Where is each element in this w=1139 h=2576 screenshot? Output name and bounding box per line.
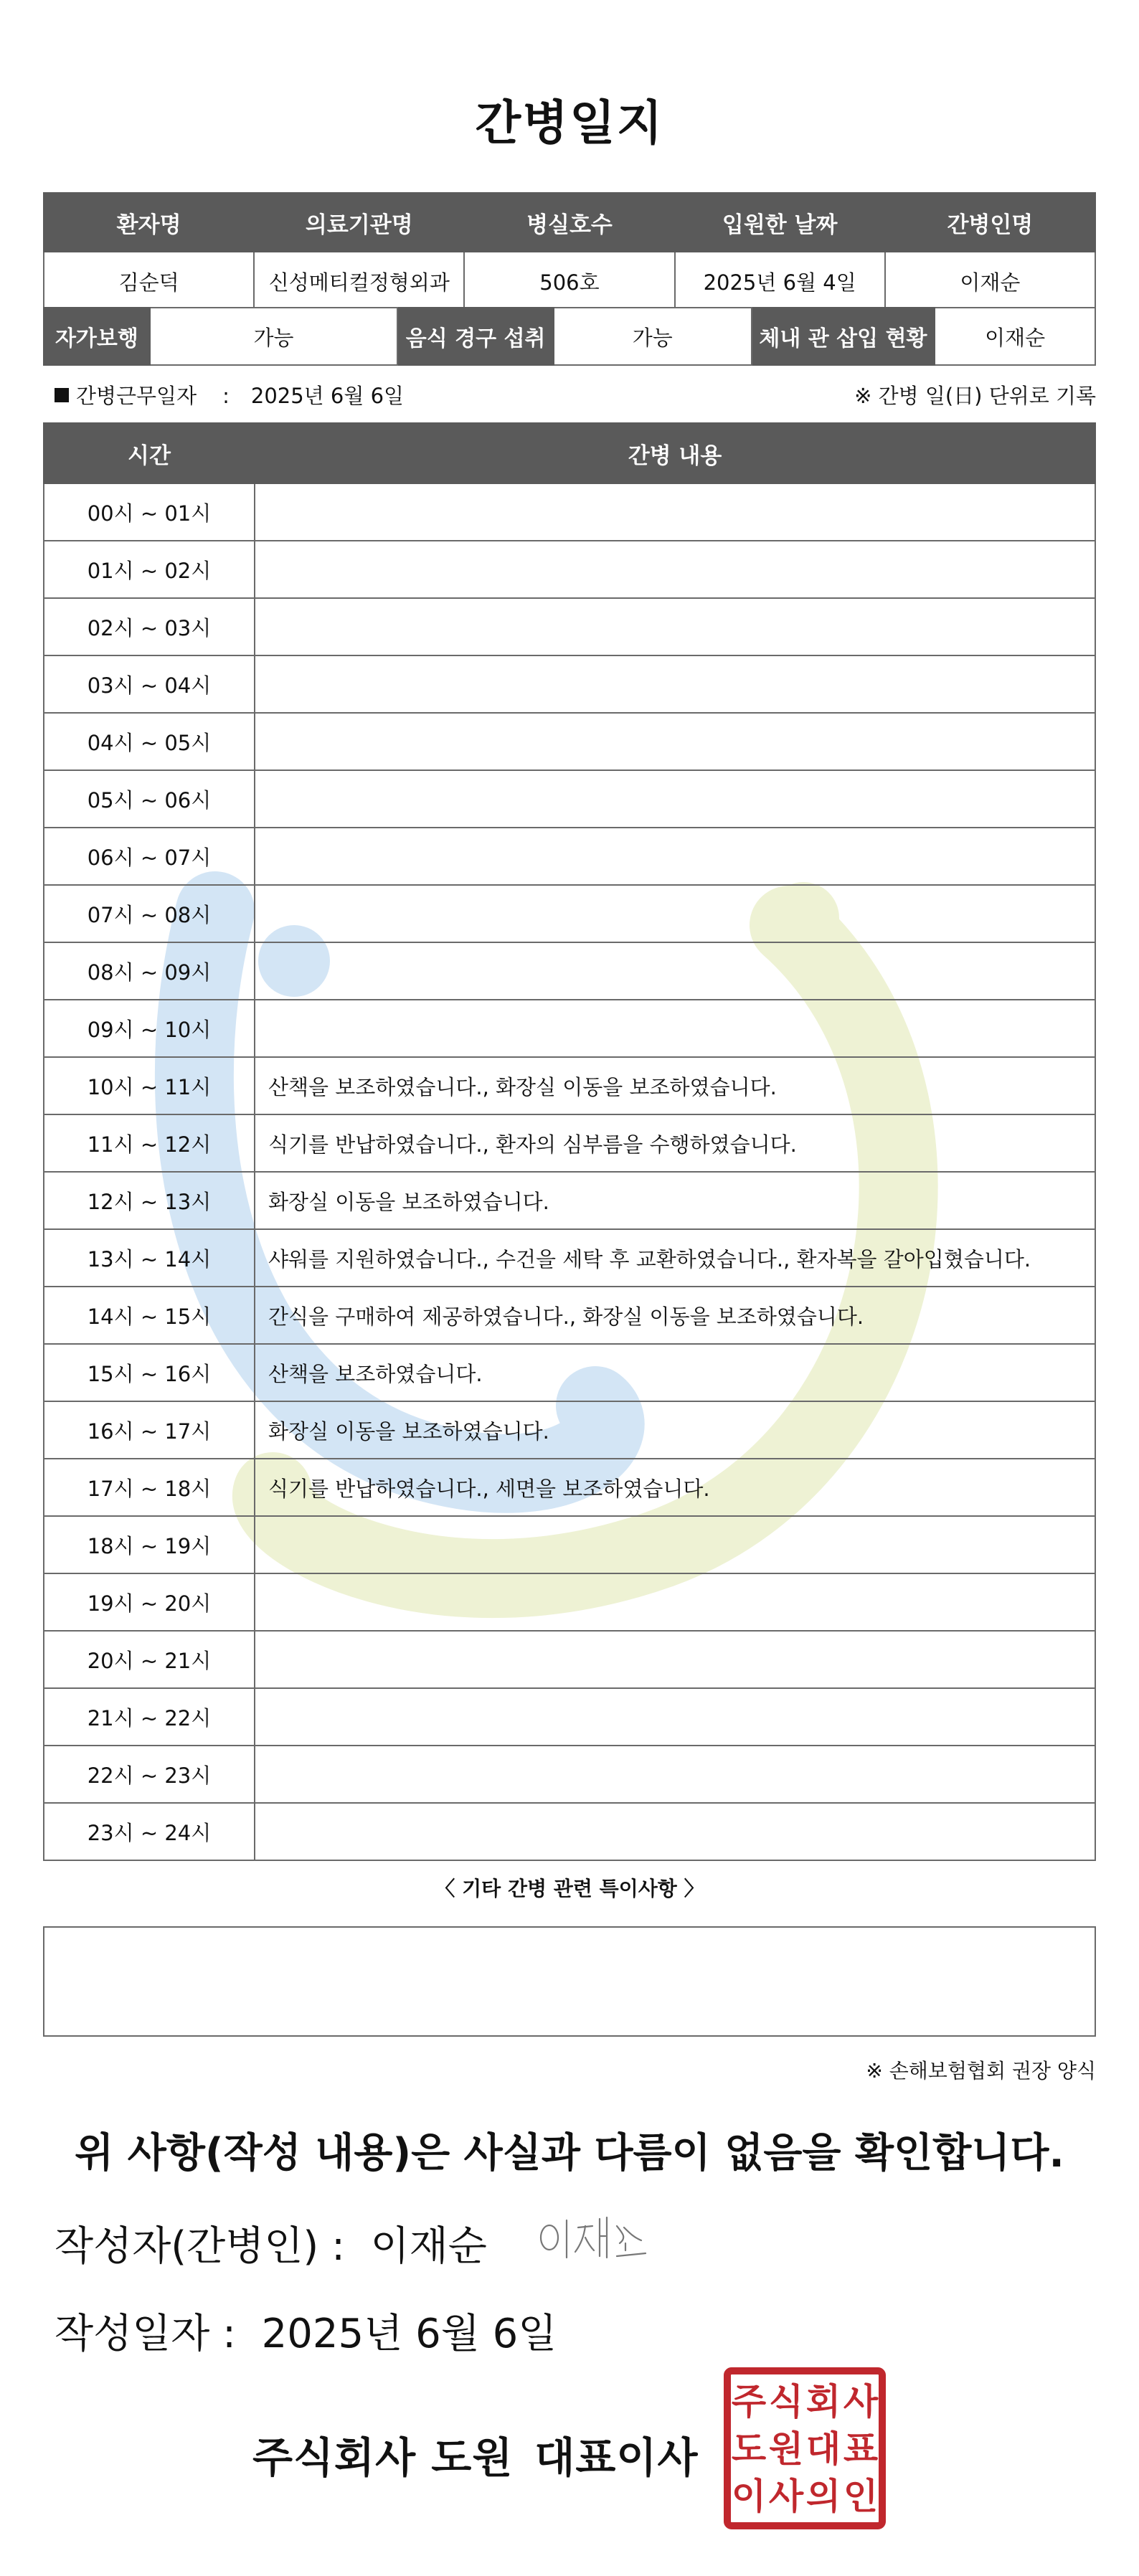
care-content-cell: [255, 541, 1095, 598]
patient-info-table: [43, 192, 1096, 311]
work-date-colon: :: [222, 384, 230, 408]
content-column-header: 간병 내용: [255, 423, 1095, 483]
care-log-row: [44, 1803, 1095, 1860]
seal-character: 이: [731, 2476, 767, 2517]
extra-notes-title: 〈 기타 간병 관련 특이사항 〉: [435, 1877, 704, 1900]
caregiver-name-value: 이재순: [885, 252, 1095, 311]
care-content-cell: [255, 483, 1095, 541]
care-log-row: [44, 1000, 1095, 1057]
self-walk-value: 가능: [150, 308, 398, 365]
time-slot-cell: 13시 ~ 14시: [44, 1229, 255, 1287]
time-slot-cell: 10시 ~ 11시: [44, 1057, 255, 1114]
time-slot-cell: 01시 ~ 02시: [44, 541, 255, 598]
time-slot-cell: 20시 ~ 21시: [44, 1631, 255, 1688]
oral-intake-value: 가능: [554, 308, 752, 365]
care-log-row: [44, 1172, 1095, 1229]
work-date-label: 간병근무일자: [76, 384, 197, 408]
care-content-cell: [255, 1000, 1095, 1057]
care-log-row: [44, 483, 1095, 541]
care-content-cell: [255, 885, 1095, 942]
time-slot-cell: 06시 ~ 07시: [44, 828, 255, 885]
seal-character: 주: [731, 2381, 767, 2423]
care-content-cell: [255, 942, 1095, 1000]
seal-character: 인: [843, 2476, 879, 2517]
time-slot-cell: 18시 ~ 19시: [44, 1516, 255, 1573]
care-content-cell: [255, 655, 1095, 713]
time-column-header: 시간: [44, 423, 255, 483]
writer-label: 작성자(간병인) :: [55, 2223, 345, 2270]
time-slot-cell: 17시 ~ 18시: [44, 1459, 255, 1516]
care-content-cell: 화장실 이동을 보조하였습니다.: [255, 1172, 1095, 1229]
tube-status-label: 체내 관 삽입 현황: [752, 308, 935, 365]
care-log-row: [44, 1287, 1095, 1344]
care-log-row: [44, 655, 1095, 713]
care-log-row: [44, 1573, 1095, 1631]
seal-character: 의: [805, 2476, 841, 2517]
time-slot-cell: 04시 ~ 05시: [44, 713, 255, 770]
care-log-row: [44, 828, 1095, 885]
time-slot-cell: 02시 ~ 03시: [44, 598, 255, 655]
page-title: 간병일지: [475, 95, 664, 151]
care-content-cell: [255, 713, 1095, 770]
hospital-name-value: 신성메티컬정형외과: [254, 252, 464, 311]
seal-character: 사: [843, 2381, 879, 2423]
care-log-row: [44, 713, 1095, 770]
company-seal: [723, 2367, 887, 2530]
care-log-row: [44, 942, 1095, 1000]
time-slot-cell: 19시 ~ 20시: [44, 1573, 255, 1631]
care-log-row: [44, 885, 1095, 942]
care-log-body: [44, 483, 1095, 1860]
self-walk-label: 자가보행: [44, 308, 150, 365]
care-content-cell: [255, 1516, 1095, 1573]
care-content-cell: [255, 1746, 1095, 1803]
company-name: 주식회사 도원: [252, 2433, 514, 2482]
care-content-cell: 산책을 보조하였습니다.: [255, 1344, 1095, 1401]
care-content-cell: [255, 1688, 1095, 1746]
patient-name-header: 환자명: [44, 193, 254, 252]
care-content-cell: 식기를 반납하였습니다., 환자의 심부름을 수행하였습니다.: [255, 1114, 1095, 1172]
written-date-line: [55, 2302, 557, 2359]
care-log-row: [44, 770, 1095, 828]
room-number-value: 506호: [464, 252, 674, 311]
care-log-row: [44, 541, 1095, 598]
time-slot-cell: 11시 ~ 12시: [44, 1114, 255, 1172]
writer-line: [55, 2215, 487, 2272]
work-date: [55, 380, 404, 409]
time-slot-cell: 12시 ~ 13시: [44, 1172, 255, 1229]
care-content-cell: 간식을 구매하여 제공하였습니다., 화장실 이동을 보조하였습니다.: [255, 1287, 1095, 1344]
care-log-row: [44, 598, 1095, 655]
status-info-row: [44, 308, 1095, 365]
time-slot-cell: 03시 ~ 04시: [44, 655, 255, 713]
tube-status-value: 이재순: [935, 308, 1095, 365]
care-content-cell: [255, 1803, 1095, 1860]
time-slot-cell: 09시 ~ 10시: [44, 1000, 255, 1057]
time-slot-cell: 22시 ~ 23시: [44, 1746, 255, 1803]
care-log-row: [44, 1688, 1095, 1746]
care-log-row: [44, 1401, 1095, 1459]
record-unit-note: ※ 간병 일(日) 단위로 기록: [854, 384, 1096, 408]
seal-character: 대: [805, 2428, 841, 2470]
handwritten-signature: [534, 2212, 656, 2269]
time-slot-cell: 07시 ~ 08시: [44, 885, 255, 942]
patient-name-value: 김순덕: [44, 252, 254, 311]
confirmation-statement: 위 사항(작성 내용)은 사실과 다름이 없음을 확인합니다.: [75, 2130, 1064, 2177]
written-date-label: 작성일자 :: [55, 2311, 237, 2357]
care-log-header-row: [44, 423, 1095, 483]
form-source-note: ※ 손해보험협회 권장 양식: [866, 2059, 1096, 2083]
company-title: 대표이사: [534, 2433, 699, 2482]
writer-name: 이재순: [370, 2223, 487, 2270]
care-log-row: [44, 1516, 1095, 1573]
care-log-row: [44, 1631, 1095, 1688]
work-date-value: 2025년 6월 6일: [250, 384, 405, 408]
admission-date-header: 입원한 날짜: [675, 193, 885, 252]
care-log-row: [44, 1746, 1095, 1803]
care-log-row: [44, 1229, 1095, 1287]
time-slot-cell: 16시 ~ 17시: [44, 1401, 255, 1459]
patient-info-header-row: [44, 193, 1095, 252]
care-content-cell: [255, 598, 1095, 655]
seal-character: 식: [768, 2381, 804, 2423]
room-number-header: 병실호수: [464, 193, 674, 252]
written-date-value: 2025년 6월 6일: [261, 2311, 557, 2357]
time-slot-cell: 21시 ~ 22시: [44, 1688, 255, 1746]
care-content-cell: 산책을 보조하였습니다., 화장실 이동을 보조하였습니다.: [255, 1057, 1095, 1114]
care-content-cell: [255, 828, 1095, 885]
square-bullet-icon: [55, 388, 69, 402]
oral-intake-label: 음식 경구 섭취: [397, 308, 554, 365]
hospital-name-header: 의료기관명: [254, 193, 464, 252]
seal-character: 회: [805, 2381, 841, 2423]
care-content-cell: 화장실 이동을 보조하였습니다.: [255, 1401, 1095, 1459]
time-slot-cell: 08시 ~ 09시: [44, 942, 255, 1000]
time-slot-cell: 14시 ~ 15시: [44, 1287, 255, 1344]
care-content-cell: 샤워를 지원하였습니다., 수건을 세탁 후 교환하였습니다., 환자복을 갈아입혔습니다.: [255, 1229, 1095, 1287]
care-content-cell: [255, 1573, 1095, 1631]
status-info-table: [43, 307, 1096, 366]
care-log-row: [44, 1114, 1095, 1172]
extra-notes-box: [43, 1926, 1096, 2037]
caregiver-name-header: 간병인명: [885, 193, 1095, 252]
company-line: [252, 2424, 699, 2484]
care-log-row: [44, 1344, 1095, 1401]
seal-character: 표: [843, 2428, 879, 2470]
time-slot-cell: 00시 ~ 01시: [44, 483, 255, 541]
time-slot-cell: 15시 ~ 16시: [44, 1344, 255, 1401]
time-slot-cell: 23시 ~ 24시: [44, 1803, 255, 1860]
patient-info-value-row: [44, 252, 1095, 311]
time-slot-cell: 05시 ~ 06시: [44, 770, 255, 828]
care-log-row: [44, 1057, 1095, 1114]
seal-character: 도: [731, 2428, 767, 2470]
care-content-cell: [255, 1631, 1095, 1688]
admission-date-value: 2025년 6월 4일: [675, 252, 885, 311]
seal-character: 사: [768, 2476, 804, 2517]
care-log-table: [43, 422, 1096, 1861]
seal-character: 원: [768, 2428, 804, 2470]
care-content-cell: 식기를 반납하였습니다., 세면을 보조하였습니다.: [255, 1459, 1095, 1516]
care-log-row: [44, 1459, 1095, 1516]
care-content-cell: [255, 770, 1095, 828]
